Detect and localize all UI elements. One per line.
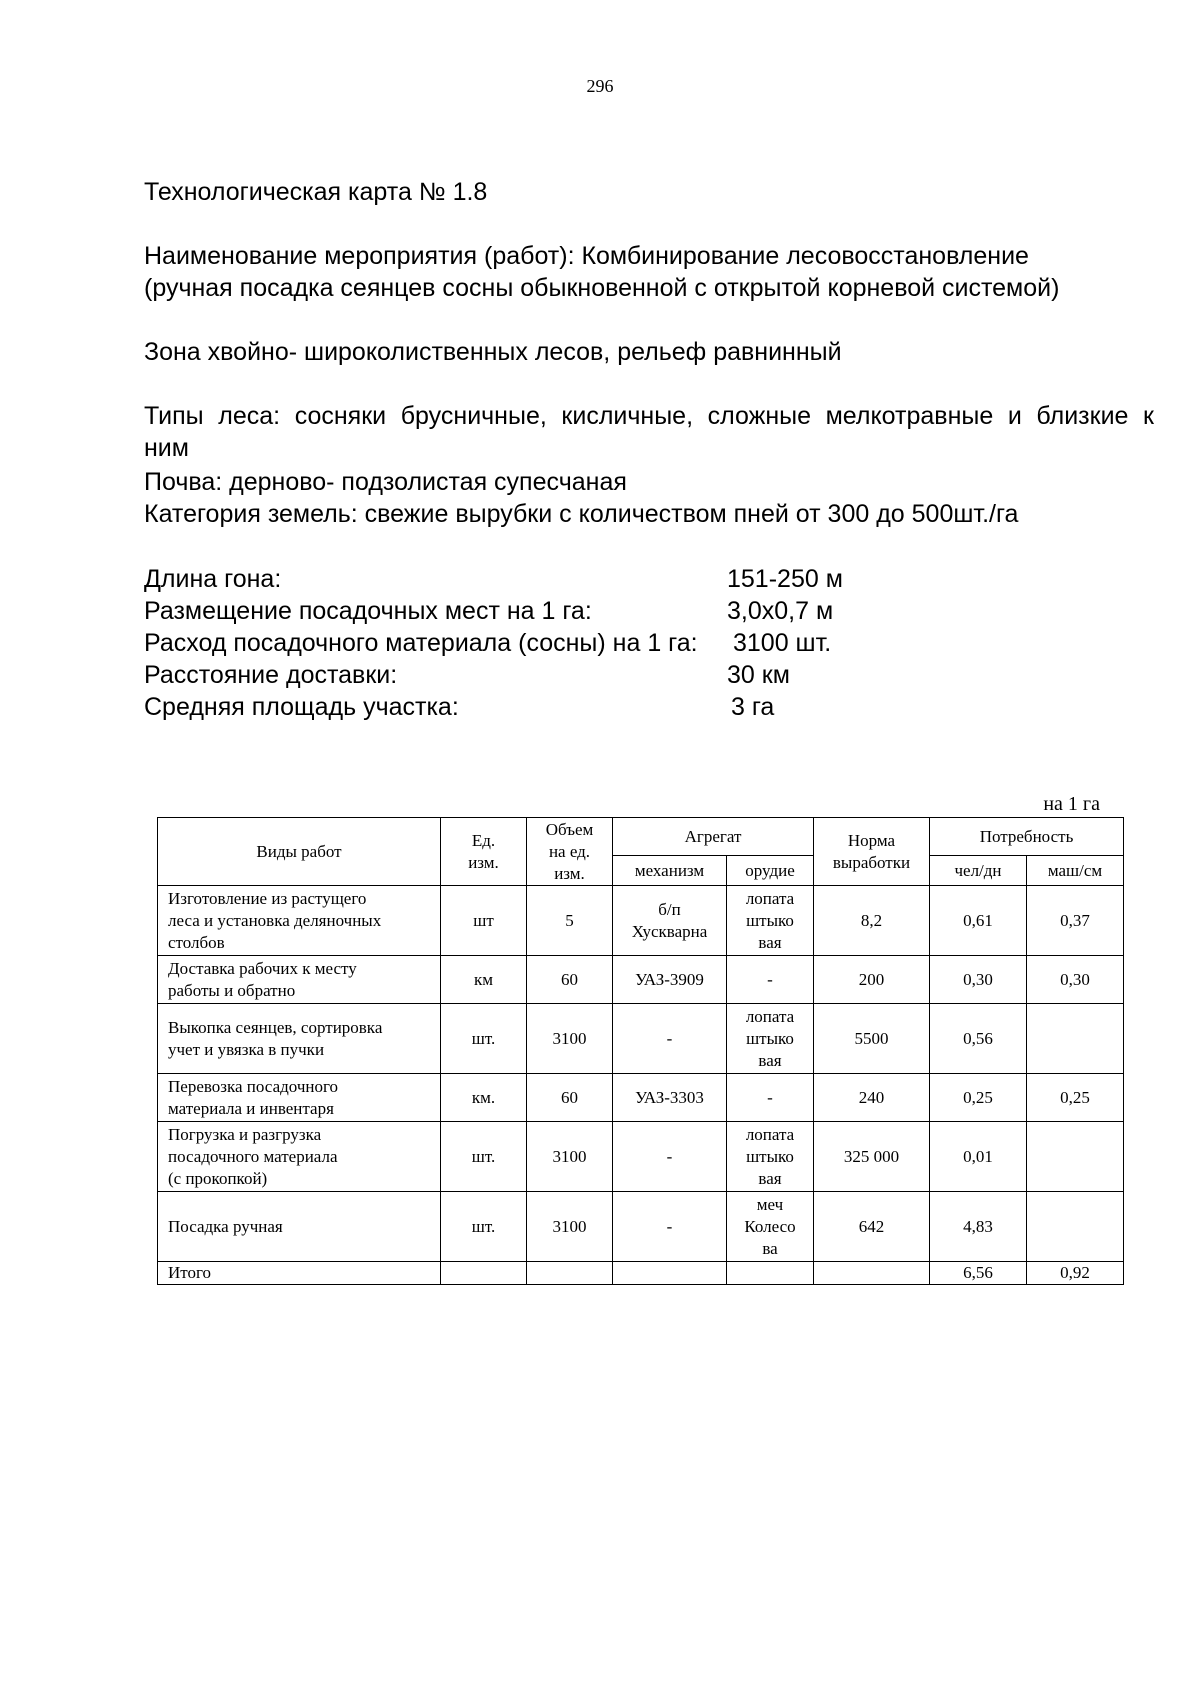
header-work-type: Виды работ — [158, 818, 441, 886]
cell-unit: км — [441, 956, 527, 1004]
cell-unit: шт. — [441, 1122, 527, 1192]
cell-volume: 3100 — [527, 1122, 613, 1192]
cell-mechanism: - — [613, 1122, 727, 1192]
cell-volume: 60 — [527, 956, 613, 1004]
cell-mechanism: УАЗ-3303 — [613, 1074, 727, 1122]
cell-empty — [727, 1262, 814, 1285]
cell-empty — [441, 1262, 527, 1285]
cell-mechanism: УАЗ-3909 — [613, 956, 727, 1004]
cell-volume: 3100 — [527, 1004, 613, 1074]
cell-volume: 60 — [527, 1074, 613, 1122]
cell-work: Выкопка сеянцев, сортировка учет и увязка в пучки — [158, 1004, 441, 1074]
table-row — [158, 956, 1124, 1004]
cell-work: Доставка рабочих к месту работы и обратно — [158, 956, 441, 1004]
forest-types-line-2: ним — [144, 434, 189, 462]
cell-mechanism: - — [613, 1192, 727, 1262]
cell-work: Посадка ручная — [158, 1192, 441, 1262]
soil-line: Почва: дерново- подзолистая супесчаная — [144, 468, 627, 496]
param-row — [144, 563, 1154, 595]
cell-man-days: 0,56 — [930, 1004, 1027, 1074]
cell-tool: лопата штыко вая — [727, 1004, 814, 1074]
cell-norm: 240 — [814, 1074, 930, 1122]
table-row — [158, 1122, 1124, 1192]
cell-total-machine-shifts: 0,92 — [1027, 1262, 1124, 1285]
cell-tool: - — [727, 1074, 814, 1122]
param-row — [144, 691, 1154, 723]
cell-norm: 5500 — [814, 1004, 930, 1074]
cell-unit: км. — [441, 1074, 527, 1122]
table-total-row — [158, 1262, 1124, 1285]
cell-tool: - — [727, 956, 814, 1004]
cell-tool: лопата штыко вая — [727, 1122, 814, 1192]
cell-machine-shifts — [1027, 1004, 1124, 1074]
header-need: Потребность — [930, 818, 1124, 856]
param-row — [144, 595, 1154, 627]
cell-man-days: 0,30 — [930, 956, 1027, 1004]
header-tool: орудие — [727, 856, 814, 886]
cell-empty — [613, 1262, 727, 1285]
cell-volume: 5 — [527, 886, 613, 956]
cell-machine-shifts: 0,25 — [1027, 1074, 1124, 1122]
cell-unit: шт — [441, 886, 527, 956]
cell-unit: шт. — [441, 1192, 527, 1262]
cell-man-days: 0,25 — [930, 1074, 1027, 1122]
header-machine-shifts: маш/см — [1027, 856, 1124, 886]
cell-tool: лопата штыко вая — [727, 886, 814, 956]
header-norm: Норма выработки — [814, 818, 930, 886]
param-value: 30 км — [727, 661, 790, 689]
cell-norm: 325 000 — [814, 1122, 930, 1192]
cell-man-days: 4,83 — [930, 1192, 1027, 1262]
header-mechanism: механизм — [613, 856, 727, 886]
cell-empty — [527, 1262, 613, 1285]
cell-work: Погрузка и разгрузка посадочного материала (с прокопкой) — [158, 1122, 441, 1192]
param-label: Размещение посадочных мест на 1 га: — [144, 597, 592, 625]
table-row — [158, 1192, 1124, 1262]
header-man-days: чел/дн — [930, 856, 1027, 886]
cell-machine-shifts — [1027, 1192, 1124, 1262]
cell-man-days: 0,01 — [930, 1122, 1027, 1192]
cell-machine-shifts: 0,37 — [1027, 886, 1124, 956]
param-label: Расстояние доставки: — [144, 661, 398, 689]
table-row — [158, 1074, 1124, 1122]
param-value: 151-250 м — [727, 565, 843, 593]
cell-man-days: 0,61 — [930, 886, 1027, 956]
cell-work: Изготовление из растущего леса и установка деляночных столбов — [158, 886, 441, 956]
param-label: Средняя площадь участка: — [144, 693, 459, 721]
activity-line-2: (ручная посадка сеянцев сосны обыкновенной с открытой корневой системой) — [144, 274, 1060, 302]
param-row — [144, 659, 1154, 691]
header-volume: Объем на ед. изм. — [527, 818, 613, 886]
header-aggregate: Агрегат — [613, 818, 814, 856]
cell-machine-shifts: 0,30 — [1027, 956, 1124, 1004]
table-row — [158, 1004, 1124, 1074]
table-header-row — [158, 818, 1124, 856]
cell-work: Перевозка посадочного материала и инвентаря — [158, 1074, 441, 1122]
param-value: 3100 шт. — [733, 629, 832, 657]
param-row — [144, 627, 1154, 659]
cell-volume: 3100 — [527, 1192, 613, 1262]
cell-total-label: Итого — [158, 1262, 441, 1285]
work-table — [157, 817, 1124, 1285]
header-unit: Ед. изм. — [441, 818, 527, 886]
cell-norm: 200 — [814, 956, 930, 1004]
cell-mechanism: б/п Хускварна — [613, 886, 727, 956]
cell-total-man-days: 6,56 — [930, 1262, 1027, 1285]
parameters-list — [144, 563, 1154, 723]
zone-line: Зона хвойно- широколиственных лесов, рельеф равнинный — [144, 338, 842, 366]
cell-norm: 642 — [814, 1192, 930, 1262]
cell-norm: 8,2 — [814, 886, 930, 956]
cell-unit: шт. — [441, 1004, 527, 1074]
cell-empty — [814, 1262, 930, 1285]
param-label: Длина гона: — [144, 565, 282, 593]
page-number: 296 — [586, 76, 614, 96]
param-value: 3 га — [731, 693, 775, 721]
table-unit-note: на 1 га — [1043, 793, 1100, 815]
param-value: 3,0х0,7 м — [727, 597, 834, 625]
card-title: Технологическая карта № 1.8 — [144, 178, 488, 206]
activity-line-1: Наименование мероприятия (работ): Комбинирование лесовосстановление — [144, 242, 1029, 270]
land-category-line: Категория земель: свежие вырубки с количеством пней от 300 до 500шт./га — [144, 500, 1019, 528]
cell-mechanism: - — [613, 1004, 727, 1074]
cell-tool: меч Колесо ва — [727, 1192, 814, 1262]
table-row — [158, 886, 1124, 956]
param-label: Расход посадочного материала (сосны) на 1 га: — [144, 629, 698, 657]
forest-types-line-1: Типы леса: сосняки брусничные, кисличные, сложные мелкотравные и близкие к — [144, 402, 1154, 430]
cell-machine-shifts — [1027, 1122, 1124, 1192]
